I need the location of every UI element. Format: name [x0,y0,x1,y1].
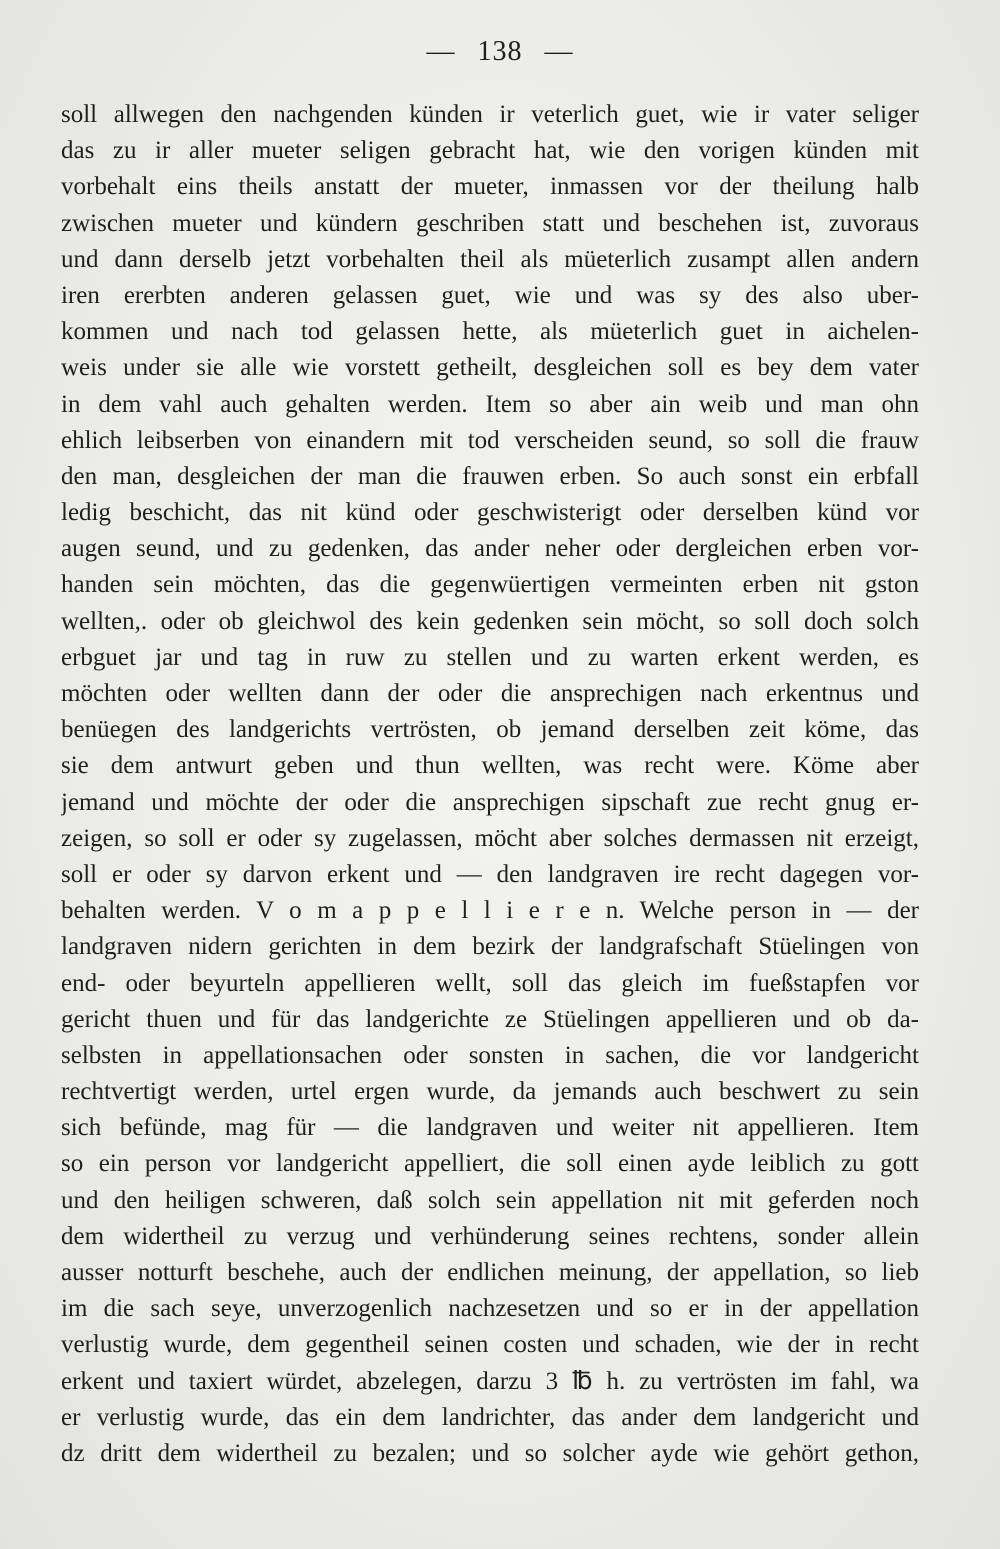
text-line: zwischen mueter und kündern geschriben statt und beschehen ist, zuvoraus [61,209,919,237]
text-line: handen sein möchten, das die gegenwüertigen vermeinten erben nit gston [61,571,919,599]
text-line: vorbehalt eins theils anstatt der mueter, inmassen vor der theilung halb [61,173,919,201]
text-line: erkent und taxiert würdet, abzelegen, darzu 3 ℔ h. zu vertrösten im fahl, wa [61,1367,919,1395]
text-line: er verlustig wurde, das ein dem landrichter, das ander dem landgericht und [61,1403,919,1431]
text-line: zeigen, so soll er oder sy zugelassen, möcht aber solches dermassen nit erzeigt, [61,824,919,852]
text-line: sie dem antwurt geben und thun wellten, was recht were. Köme aber [61,752,919,780]
text-line: selbsten in appellationsachen oder sonsten in sachen, die vor landgericht [61,1041,919,1069]
text-line: wellten,. oder ob gleichwol des kein gedenken sein möcht, so soll doch solch [61,607,919,635]
text-line: möchten oder wellten dann der oder die ansprechigen nach erkentnus und [61,680,919,707]
text-line: landgraven nidern gerichten in dem bezirk der landgrafschaft Stüelingen von [61,933,919,961]
text-line: kommen und nach tod gelassen hette, als müeterlich guet in aichelen- [61,318,919,346]
text-line: iren ererbten anderen gelassen guet, wie und was sy des also uber- [61,281,919,309]
header-dash-left: — [426,36,456,67]
text-line: erbguet jar und tag in ruw zu stellen und zu warten erkent werden, es [61,643,919,671]
page-header [0,36,1000,68]
text-line: und den heiligen schweren, daß solch sein appellation nit mit geferden noch [61,1186,919,1214]
text-line: weis under sie alle wie vorstett getheilt, desgleichen soll es bey dem vater [61,354,919,382]
text-line: rechtvertigt werden, urtel ergen wurde, da jemands auch beschwert zu sein [61,1078,919,1106]
text-line: benüegen des landgerichts vertrösten, ob jemand derselben zeit köme, das [61,716,919,744]
text-line: im die sach seye, unverzogenlich nachzesetzen und so er in der appellation [61,1295,919,1323]
text-line: soll allwegen den nachgenden künden ir veterlich guet, wie ir vater seliger [61,101,919,128]
text-line: so ein person vor landgericht appelliert, die soll einen ayde leiblich zu gott [61,1150,919,1178]
text-line: und dann derselb jetzt vorbehalten theil als müeterlich zusampt allen andern [61,245,919,273]
text-line: ledig beschicht, das nit künd oder geschwisterigt oder derselben künd vor [61,499,919,527]
body-text [61,97,919,1472]
text-line: gericht thuen und für das landgerichte ze Stüelingen appellieren und ob da- [61,1005,919,1033]
text-line: soll er oder sy darvon erkent und — den landgraven ire recht dagegen vor- [61,860,919,888]
text-line: verlustig wurde, dem gegentheil seinen costen und schaden, wie der in recht [61,1331,919,1359]
page-number: 138 [477,36,523,67]
text-line: das zu ir aller mueter seligen gebracht hat, wie den vorigen künden mit [61,137,919,165]
text-line: augen seund, und zu gedenken, das ander neher oder dergleichen erben vor- [61,535,919,563]
text-line: den man, desgleichen der man die frauwen erben. So auch sonst ein erbfall [61,462,919,490]
text-line: dz dritt dem widertheil zu bezalen; und so solcher ayde wie gehört gethon, [61,1439,919,1467]
text-line: behalten werden. V o m a p p e l l i e r e n. Welche person in — der [61,897,919,925]
text-line: sich befünde, mag für — die landgraven und weiter nit appellieren. Item [61,1114,919,1142]
text-line: in dem vahl auch gehalten werden. Item so aber ain weib und man ohn [61,390,919,418]
text-line: ausser notturft beschehe, auch der endlichen meinung, der appellation, so lieb [61,1259,919,1286]
text-line: dem widertheil zu verzug und verhünderung seines rechtens, sonder allein [61,1222,919,1250]
header-dash-right: — [544,36,574,67]
text-line: jemand und möchte der oder die ansprechigen sipschaft zue recht gnug er- [61,788,919,816]
text-line: ehlich leibserben von einandern mit tod verscheiden seund, so soll die frauw [61,426,919,454]
text-line: end- oder beyurteln appellieren wellt, soll das gleich im fueßstapfen vor [61,969,919,997]
